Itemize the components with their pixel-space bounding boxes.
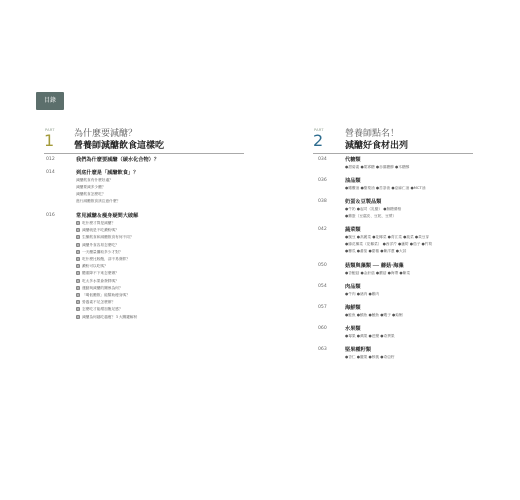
toc-question-text: 體重降不下來怎麼辦？	[82, 271, 119, 276]
toc-question[interactable]	[76, 264, 108, 269]
question-icon: Q	[76, 278, 80, 283]
toc-items: ●綠花椰菜（花椰菜） ●西洋芹 ●蘆筍 ●茄子 ●竹筍	[345, 242, 433, 246]
toc-question[interactable]	[76, 228, 119, 233]
page-number: 060	[318, 326, 327, 331]
toc-question[interactable]	[76, 279, 119, 284]
toc-items: ●牛肉 ●豬肉 ●雞肉	[345, 292, 380, 296]
toc-items: ●甜菊素 ●果寡糖 ●赤藻糖醇 ●木糖醇	[345, 165, 410, 169]
question-icon: Q	[76, 285, 80, 290]
question-icon: Q	[76, 264, 80, 269]
toc-subitem[interactable]: 進行減醣飲食該注意什麼？	[76, 199, 121, 203]
toc-question-text: 減醣外食容易怎麼吃？	[82, 242, 119, 247]
toc-question[interactable]	[76, 221, 115, 226]
toc-items: ●鮭魚 ●鯖魚 ●鮪魚 ●蝦子 ●蛤蜊	[345, 313, 403, 317]
toc-heading[interactable]: 常見減醣＆瘦身疑問大破解	[76, 213, 139, 219]
page-number: 063	[318, 347, 327, 352]
toc-question-text: 吃什麼才算是減醣？	[82, 221, 116, 225]
question-icon: Q	[76, 307, 80, 312]
question-icon: Q	[76, 242, 80, 247]
toc-items: ●杏仁 ●腰果 ●核桃 ●奇亞籽	[345, 355, 395, 359]
toc-question[interactable]	[76, 293, 130, 298]
toc-question[interactable]	[76, 271, 119, 276]
part-number-2: 2	[313, 131, 324, 150]
toc-tab: 目錄	[36, 92, 64, 110]
toc-heading[interactable]: 到底什麼是「減醣飲食」？	[76, 170, 139, 176]
toc-question[interactable]	[76, 300, 115, 305]
part-label-2: PART	[314, 128, 324, 132]
question-icon: Q	[76, 249, 80, 254]
toc-items: ●雞蛋（豆腐皮、豆乾、豆漿）	[345, 214, 397, 218]
page-number: 054	[318, 284, 327, 289]
toc-question[interactable]	[76, 250, 123, 255]
toc-heading[interactable]: 肉品類	[345, 284, 361, 290]
toc-question[interactable]	[76, 286, 123, 291]
part1-title-line1: 為什麼要減醣？	[74, 129, 138, 139]
page-number: 016	[46, 213, 55, 218]
toc-question-text: 怎麼吃才能增加飽足感？	[82, 307, 123, 312]
toc-question-text: 一天醣量攝取多少才對？	[82, 249, 123, 254]
part2-title-line2: 減醣好食材出列	[345, 141, 409, 151]
toc-subitem[interactable]: 減醣飲食有什麼好處？	[76, 178, 113, 182]
toc-question-text: 減醣為何越吃越瘦？５大關鍵解析	[82, 314, 138, 319]
toc-heading[interactable]: 我們為什麼要減醣（碳水化合物）？	[76, 157, 160, 163]
page-number: 012	[46, 157, 55, 162]
toc-heading[interactable]: 奶蛋＆豆製品類	[345, 199, 382, 205]
page-number: 050	[318, 263, 327, 268]
part-label-1: PART	[45, 128, 55, 132]
page-number: 042	[318, 227, 327, 232]
toc-items: ●莓果 ●蘋果 ●芭樂 ●奇異果	[345, 334, 395, 338]
toc-question-text: 澱粉可以吃嗎？	[82, 264, 108, 269]
toc-question-text: 吃什麼比較飽，卻不易發胖？	[82, 257, 130, 261]
toc-items: ●杏鮑菇 ●金針菇 ●蘑菇 ●海帶 ●紫菜	[345, 271, 411, 275]
toc-heading[interactable]: 蔬菜類	[345, 227, 361, 233]
question-icon: Q	[76, 235, 80, 240]
question-icon: Q	[76, 228, 80, 233]
toc-heading[interactable]: 代糖類	[345, 157, 361, 163]
toc-heading[interactable]: 海鮮類	[345, 305, 361, 311]
toc-question[interactable]	[76, 307, 123, 312]
toc-question-text: 「喝低醣飲」能幫助瘦身嗎？	[82, 293, 130, 297]
toc-question-text: 運動與減醣的關係為何？	[82, 285, 123, 290]
question-icon: Q	[76, 314, 80, 319]
part2-title-line1: 營養師點名！	[345, 129, 400, 139]
question-icon: Q	[76, 257, 80, 261]
toc-question[interactable]	[76, 235, 134, 240]
toc-subitem[interactable]: 減醣飲食怎麼吃？	[76, 192, 106, 196]
question-icon: Q	[76, 300, 80, 305]
toc-heading[interactable]: 菇類與藻類 ── 蘑菇·海藻	[345, 263, 404, 269]
question-icon: Q	[76, 221, 80, 225]
page-number: 057	[318, 305, 327, 310]
toc-question[interactable]	[76, 257, 130, 262]
toc-question-text: 生酮飲食和減醣飲食有何不同？	[82, 235, 134, 240]
toc-question[interactable]	[76, 315, 137, 320]
toc-items: ●櫛瓜 ●番茄 ●甜椒 ●紫洋蔥 ●大蒜	[345, 249, 407, 253]
toc-heading[interactable]: 水果類	[345, 326, 361, 332]
part-number-1: 1	[44, 131, 55, 150]
toc-items: ●豌豆 ●高麗菜 ●花椰菜 ●青江菜 ●菠菜 ●黃豆芽	[345, 235, 430, 239]
question-icon: Q	[76, 293, 80, 297]
part1-divider	[44, 153, 244, 154]
part1-title-line2: 營養師減醣飲食這樣吃	[74, 141, 165, 151]
toc-question-text: 減醣就是不吃澱粉嗎？	[82, 228, 119, 233]
toc-question[interactable]	[76, 243, 119, 248]
toc-items: ●橄欖油 ●酪梨油 ●苦茶油 ●亞麻仁油 ●MCT油	[345, 186, 426, 190]
page-number: 034	[318, 157, 327, 162]
toc-question-text: 吃太多水果會發胖嗎？	[82, 278, 119, 283]
toc-subitem[interactable]: 減醣要減多少醣？	[76, 185, 106, 189]
question-icon: Q	[76, 271, 80, 276]
page-number: 014	[46, 170, 55, 175]
toc-heading[interactable]: 油品類	[345, 178, 361, 184]
part2-divider	[313, 153, 473, 154]
toc-question-text: 營養素不足怎麼辦？	[82, 300, 116, 305]
toc-items: ●牛奶 ●起司（乳酪） ●無糖優格	[345, 207, 402, 211]
page-number: 036	[318, 178, 327, 183]
toc-heading[interactable]: 堅果種籽類	[345, 347, 371, 353]
page-number: 038	[318, 199, 327, 204]
